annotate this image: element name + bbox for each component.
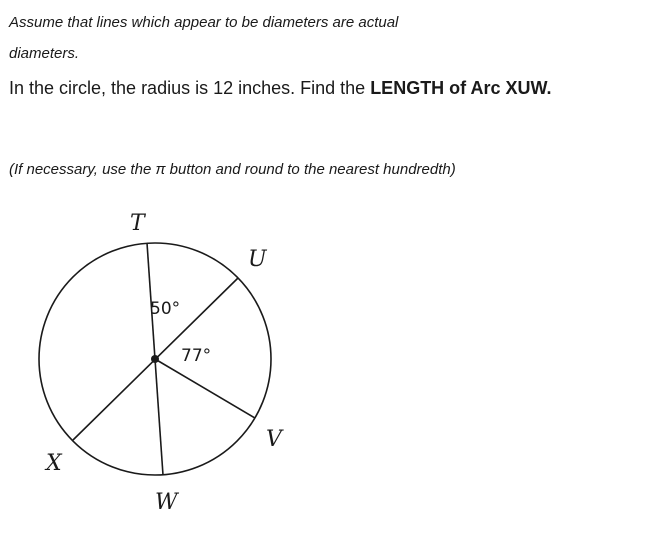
angle-label-tu: 50°: [150, 299, 181, 319]
assumption-text-line2: diameters.: [9, 45, 80, 62]
label-w: W: [155, 490, 178, 515]
label-u: U: [248, 247, 267, 272]
center-point: [151, 355, 159, 363]
angle-label-uv: 77°: [181, 346, 212, 366]
question-bold: LENGTH of Arc XUW.: [370, 78, 552, 98]
label-v: V: [266, 427, 282, 452]
label-x: X: [46, 451, 62, 476]
label-t: T: [130, 211, 145, 236]
radius-v: [155, 359, 255, 418]
assumption-text-line1: Assume that lines which appear to be diameters are actual: [9, 14, 399, 31]
instruction-text: (If necessary, use the π button and round to the nearest hundredth): [9, 161, 456, 178]
question-prefix: In the circle, the radius is 12 inches. Find the: [9, 78, 371, 98]
